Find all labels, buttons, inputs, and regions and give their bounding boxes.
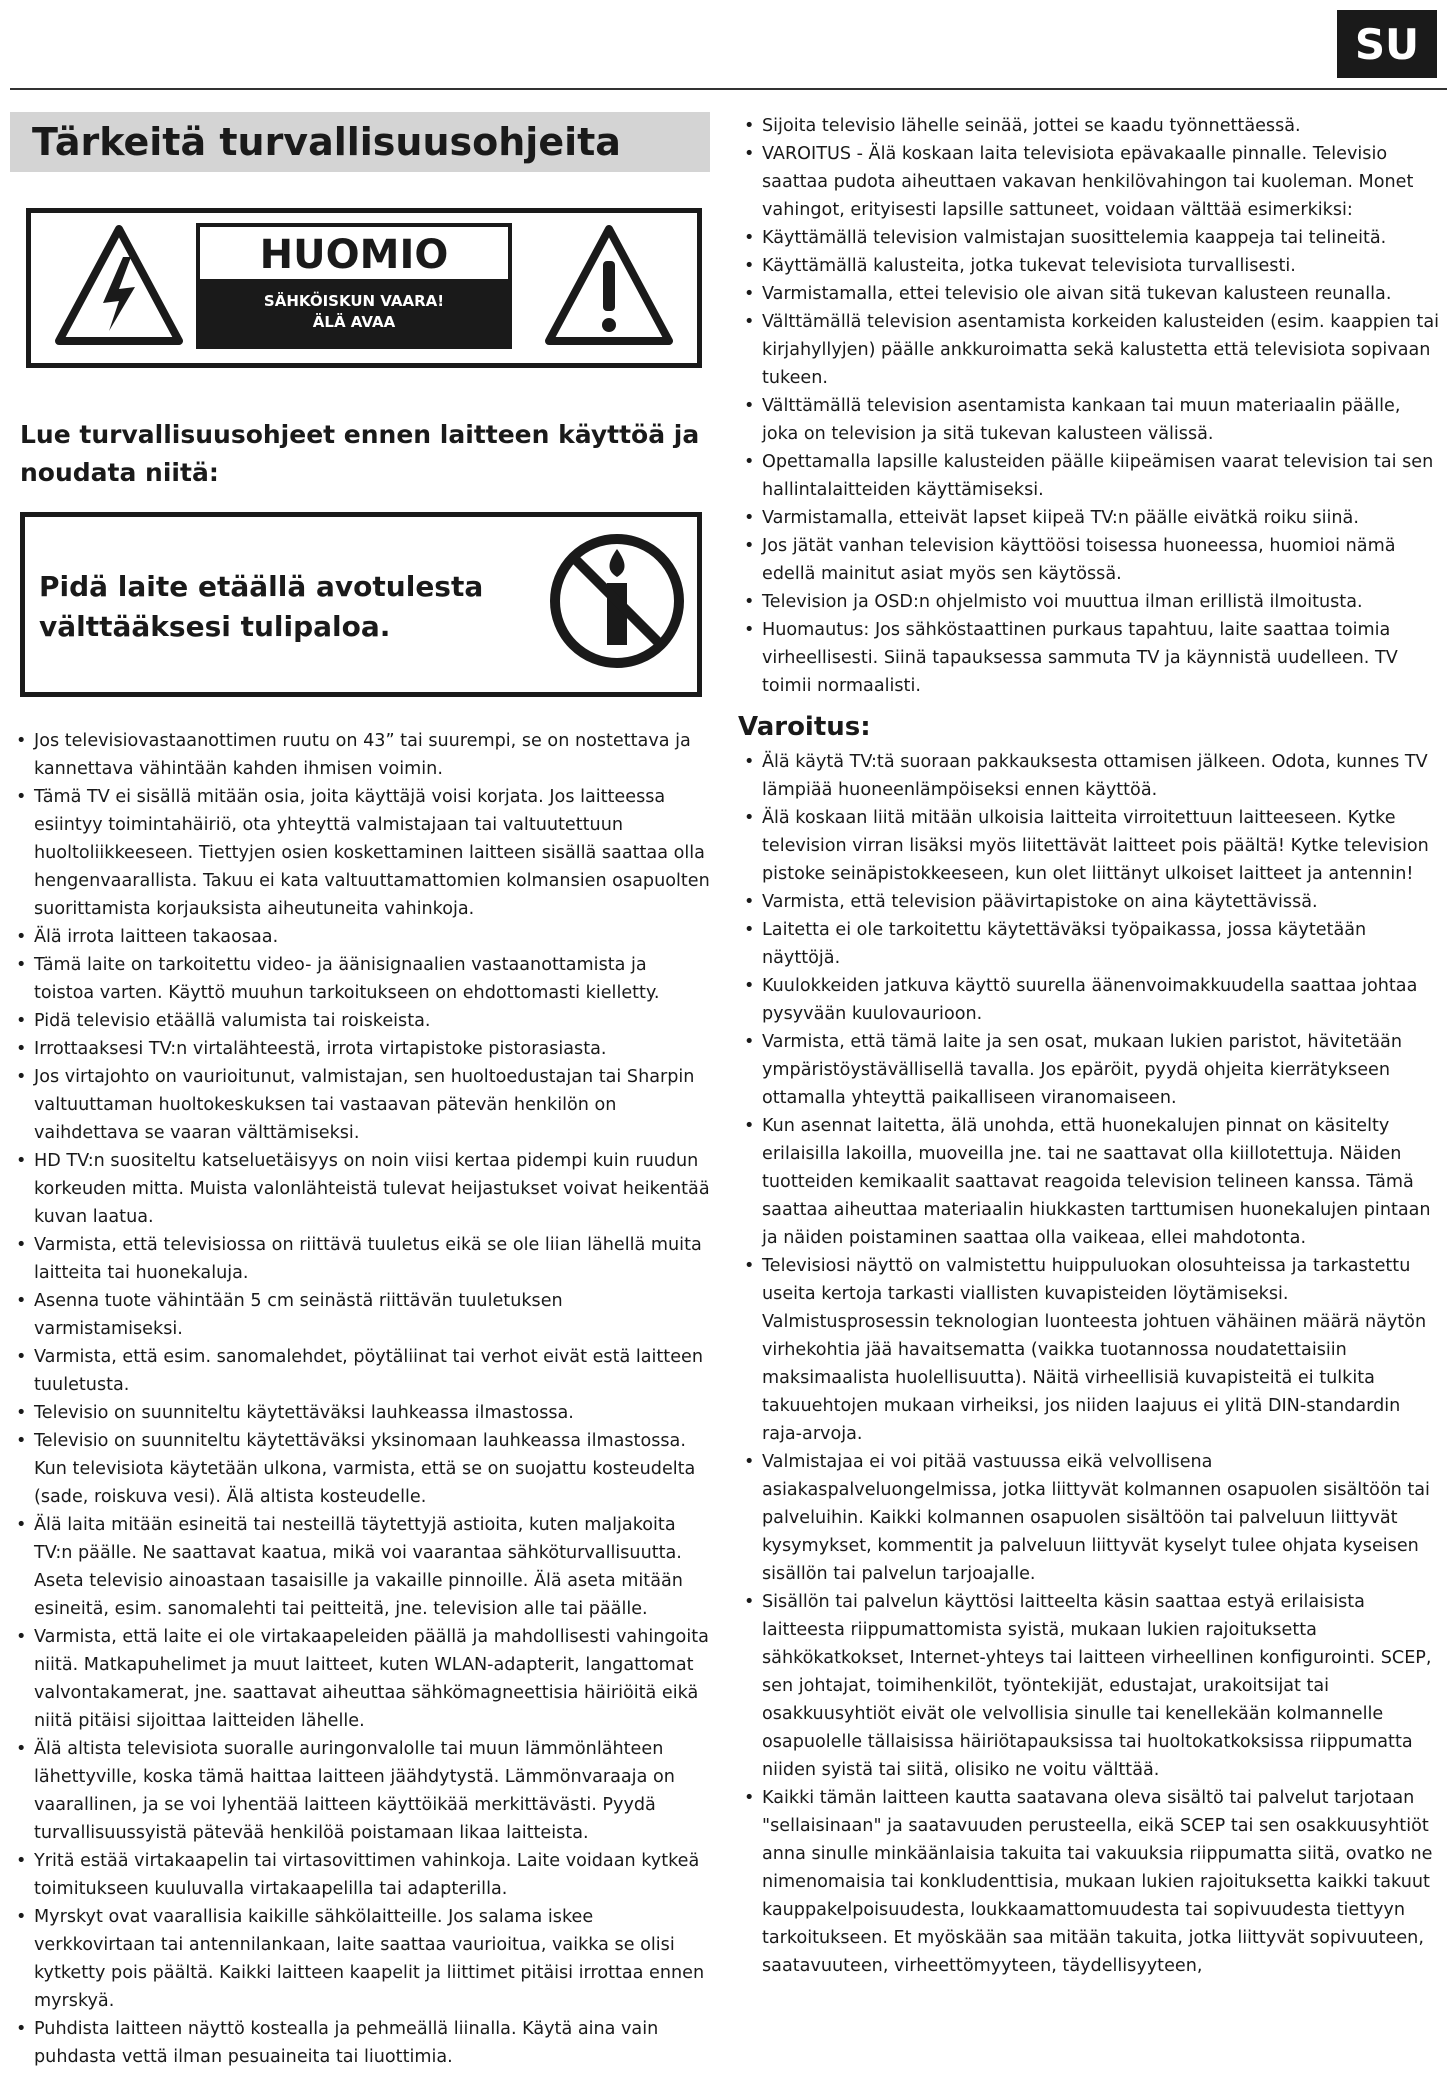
list-item: • Televisio on suunniteltu käytettäväksi lauhkeassa ilmastossa. (10, 1399, 710, 1427)
list-item: • Yritä estää virtakaapelin tai virtasovittimen vahinkoja. Laite voidaan kytkeä toimitukseen kuuluvalla virtakaapelilla tai adapterilla. (10, 1847, 710, 1903)
list-item: • Varmista, että television päävirtapistoke on aina käytettävissä. (738, 888, 1442, 916)
list-item: • Televisiosi näyttö on valmistettu huippuluokan olosuhteissa ja tarkastettu useita kertoja tarkasti viallisten kuvapisteiden löytämiseksi. Valmistusprosessin teknologian luonteesta johtuen vähäinen määrä näytön virhekohtia jää havaitsematta (vaikka tuotannossa noudatettaisiin maksimaalista huolellisuutta). Näitä virheellisiä kuvapisteitä ei tulkita takuuehtojen mukaan virheiksi, jos niiden laajuus ei ylitä DIN-standardin raja-arvoja. (738, 1252, 1442, 1448)
list-item: • Käyttämällä television valmistajan suosittelemia kaappeja tai telineitä. (738, 224, 1442, 252)
list-item: • Huomautus: Jos sähköstaattinen purkaus tapahtuu, laite saattaa toimia virheellisesti. Siinä tapauksessa sammuta TV ja käynnistä uudelleen. TV toimii normaalisti. (738, 616, 1442, 700)
fire-notice-text (39, 567, 483, 647)
electric-hazard-icon (53, 223, 185, 347)
electric-shock-warning-label (26, 208, 702, 368)
list-item: • Puhdista laitteen näyttö kostealla ja pehmeällä liinalla. Käytä aina vain puhdasta vettä ilman pesuaineita tai liuottimia. (10, 2015, 710, 2071)
list-item: • Varmista, että televisiossa on riittävä tuuletus eikä se ole liian lähellä muita laitteita tai huonekaluja. (10, 1231, 710, 1287)
list-item: • VAROITUS - Älä koskaan laita televisiota epävakaalle pinnalle. Televisio saattaa pudota aiheuttaen vakavan henkilövahingon tai kuoleman. Monet vahingot, erityisesti lapsille sattuneet, voidaan välttää esimerkiksi: (738, 140, 1442, 224)
list-item: • Varmistamalla, etteivät lapset kiipeä TV:n päälle eivätkä roiku siinä. (738, 504, 1442, 532)
fire-notice-line-2: välttääksesi tulipaloa. (39, 610, 391, 643)
list-item: • Laitetta ei ole tarkoitettu käytettäväksi työpaikassa, jossa käytetään näyttöjä. (738, 916, 1442, 972)
list-item: • HD TV:n suositeltu katseluetäisyys on noin viisi kertaa pidempi kuin ruudun korkeuden mitta. Muista valonlähteistä tulevat heijastukset voivat heikentää kuvan laatua. (10, 1147, 710, 1231)
caution-line-2: ÄLÄ AVAA (312, 313, 396, 331)
caution-heading: HUOMIO (259, 232, 449, 278)
list-item: • Varmista, että esim. sanomalehdet, pöytäliinat tai verhot eivät estä laitteen tuuletusta. (10, 1343, 710, 1399)
list-item: • Pidä televisio etäällä valumista tai roiskeista. (10, 1007, 710, 1035)
list-item: • Älä irrota laitteen takaosaa. (10, 923, 710, 951)
list-item: • Varmistamalla, ettei televisio ole aivan sitä tukevan kalusteen reunalla. (738, 280, 1442, 308)
header-rule (10, 88, 1447, 90)
list-item: • Varmista, että laite ei ole virtakaapeleiden päällä ja mahdollisesti vahingoita niitä. Matkapuhelimet ja muut laitteet, kuten WLAN-adapterit, langattomat valvontakamerat, jne. saattavat aiheuttaa sähkömagneettisia häiriöitä eikä niitä pitäisi sijoittaa laitteiden lähelle. (10, 1623, 710, 1735)
list-item: • Sijoita televisio lähelle seinää, jottei se kaadu työnnettäessä. (738, 112, 1442, 140)
list-item: • Myrskyt ovat vaarallisia kaikille sähkölaitteille. Jos salama iskee verkkovirtaan tai antennilankaan, laite saattaa vaurioitua, vaikka se olisi kytketty pois päältä. Kaikki laitteen kaapelit ja liittimet pitäisi irrottaa ennen myrskyä. (10, 1903, 710, 2015)
list-item: • Valmistajaa ei voi pitää vastuussa eikä velvollisena asiakaspalveluongelmissa, jotka liittyvät kolmannen osapuolen sisältöön tai palveluihin. Kaikki kolmannen osapuolen sisältöön tai palveluun liittyvät kysymykset, kommentit ja palveluun liittyvät kyselyt tulee ohjata kyseisen sisällön tai palvelun tarjoajalle. (738, 1448, 1442, 1588)
list-item: • Tämä laite on tarkoitettu video- ja äänisignaalien vastaanottamista ja toistoa varten. Käyttö muuhun tarkoitukseen on ehdottomasti kielletty. (10, 951, 710, 1007)
list-item: • Välttämällä television asentamista kankaan tai muun materiaalin päälle, joka on television ja sitä tukevan kalusteen välissä. (738, 392, 1442, 448)
warning-list (738, 748, 1442, 1980)
right-column (738, 112, 1442, 1980)
list-item: • Kuulokkeiden jatkuva käyttö suurella äänenvoimakkuudella saattaa johtaa pysyvään kuulovaurioon. (738, 972, 1442, 1028)
caution-subtext (200, 279, 508, 345)
left-column (10, 112, 710, 2071)
list-item: • Varmista, että tämä laite ja sen osat, mukaan lukien paristot, hävitetään ympäristöystävällisellä tavalla. Jos epäröit, pyydä ohjeita kierrätykseen ottamalla yhteyttä paikalliseen viranomaiseen. (738, 1028, 1442, 1112)
list-item: • Jos televisiovastaanottimen ruutu on 43” tai suurempi, se on nostettava ja kannettava vähintään kahden ihmisen voimin. (10, 727, 710, 783)
page-title: Tärkeitä turvallisuusohjeita (10, 112, 710, 172)
language-tab: SU (1337, 10, 1437, 78)
list-item: • Kun asennat laitetta, älä unohda, että huonekalujen pinnat on käsitelty erilaisilla lakoilla, muoveilla jne. tai ne saattavat olla kiillotettuja. Näiden tuotteiden kemikaalit saattavat reagoida television telineen kanssa. Tämä saattaa aiheuttaa materiaalin hiukkasten tarttumisen huonekalujen pintaan ja näiden poistaminen saattaa olla vaikeaa, ellei mahdotonta. (738, 1112, 1442, 1252)
list-item: • Käyttämällä kalusteita, jotka tukevat televisiota turvallisesti. (738, 252, 1442, 280)
exclamation-warning-icon (543, 223, 675, 347)
list-item: • Älä altista televisiota suoralle auringonvalolle tai muun lämmönlähteen lähettyville, koska tämä haittaa laitteen jäähdytystä. Lämmönvaraaja on vaarallinen, ja se voi lyhentää laitteen käyttöikää merkittävästi. Pyydä turvallisuussyistä pätevää henkilöä poistamaan likaa laitteista. (10, 1735, 710, 1847)
list-item: • Älä laita mitään esineitä tai nesteillä täytettyjä astioita, kuten maljakoita TV:n päälle. Ne saattavat kaatua, mikä voi vaarantaa sähköturvallisuutta. Aseta televisio ainoastaan tasaisille ja vakaille pinnoille. Älä aseta mitään esineitä, esim. sanomalehti tai peitteitä, jne. television alle tai päälle. (10, 1511, 710, 1623)
no-open-flame-icon (547, 531, 687, 671)
safety-list-left (10, 727, 710, 2071)
list-item: • Välttämällä television asentamista korkeiden kalusteiden (esim. kaappien tai kirjahyllyjen) päälle ankkuroimatta sekä kalustetta että televisiota sopivaan tukeen. (738, 308, 1442, 392)
list-item: • Kaikki tämän laitteen kautta saatavana oleva sisältö tai palvelut tarjotaan "sellaisinaan" ja saatavuuden perusteella, eikä SCEP tai sen osakkuusyhtiöt anna sinulle minkäänlaisia takuita tai vakuuksia riippumatta siitä, ovatko ne nimenomaisia tai konkludenttisia, mukaan lukien rajoituksetta kaikki takuut kauppakelpoisuudesta, loukkaamattomuudesta tai sopivuudesta tiettyyn tarkoitukseen. Et myöskään saa mitään takuita, jotka liittyvät sopivuuteen, saatavuuteen, virheettömyyteen, täydellisyyteen, (738, 1784, 1442, 1980)
list-item: • Älä käytä TV:tä suoraan pakkauksesta ottamisen jälkeen. Odota, kunnes TV lämpiää huoneenlämpöiseksi ennen käyttöä. (738, 748, 1442, 804)
fire-notice-box (20, 512, 702, 697)
list-item: • Televisio on suunniteltu käytettäväksi yksinomaan lauhkeassa ilmastossa. Kun televisiota käytetään ulkona, varmista, että se on suojattu kosteudelta (sade, roiskuva vesi). Älä altista kosteudelle. (10, 1427, 710, 1511)
list-item: • Opettamalla lapsille kalusteiden päälle kiipeämisen vaarat television tai sen hallintalaitteiden käyttämiseksi. (738, 448, 1442, 504)
caution-line-1: SÄHKÖISKUN VAARA! (263, 292, 445, 310)
list-item: • Jos virtajohto on vaurioitunut, valmistajan, sen huoltoedustajan tai Sharpin valtuuttaman huoltokeskuksen tai vastaavan pätevän henkilön on vaihdettava se vaaran välttämiseksi. (10, 1063, 710, 1147)
list-item: • Älä koskaan liitä mitään ulkoisia laitteita virroitettuun laitteeseen. Kytke television virran lisäksi myös liitettävät laitteet pois päältä! Kytke television pistoke seinäpistokkeeseen, kun olet liittänyt ulkoiset laitteet ja antennin! (738, 804, 1442, 888)
intro-text: Lue turvallisuusohjeet ennen laitteen käyttöä ja noudata niitä: (20, 420, 700, 487)
safety-list-right (738, 112, 1442, 700)
fire-notice-line-1: Pidä laite etäällä avotulesta (39, 570, 484, 603)
list-item: • Television ja OSD:n ohjelmisto voi muuttua ilman erillistä ilmoitusta. (738, 588, 1442, 616)
list-item: • Irrottaaksesi TV:n virtalähteestä, irrota virtapistoke pistorasiasta. (10, 1035, 710, 1063)
list-item: • Sisällön tai palvelun käyttösi laitteelta käsin saattaa estyä erilaisista laitteesta riippumattomista syistä, mukaan lukien rajoituksetta sähkökatkokset, Internet-yhteys tai laitteen virheellinen konfigurointi. SCEP, sen johtajat, toimihenkilöt, työntekijät, edustajat, urakoitsijat tai osakkuusyhtiöt eivät ole velvollisia sinulle tai kenellekään kolmannelle osapuolelle tällaisissa häiriötapauksissa tai huoltokatkoksissa riippumatta niiden syistä tai siitä, olisiko ne voitu välttää. (738, 1588, 1442, 1784)
warning-section-heading: Varoitus: (738, 712, 871, 742)
caution-panel (196, 223, 512, 349)
list-item: • Tämä TV ei sisällä mitään osia, joita käyttäjä voisi korjata. Jos laitteessa esiintyy toimintahäiriö, ota yhteyttä valmistajaan tai valtuutettuun huoltoliikkeeseen. Tiettyjen osien koskettaminen laitteen sisällä saattaa olla hengenvaarallista. Takuu ei kata valtuuttamattomien kolmansien osapuolten suorittamista korjauksista aiheutuneita vahinkoja. (10, 783, 710, 923)
list-item: • Asenna tuote vähintään 5 cm seinästä riittävän tuuletuksen varmistamiseksi. (10, 1287, 710, 1343)
list-item: • Jos jätät vanhan television käyttöösi toisessa huoneessa, huomioi nämä edellä mainitut asiat myös sen käytössä. (738, 532, 1442, 588)
